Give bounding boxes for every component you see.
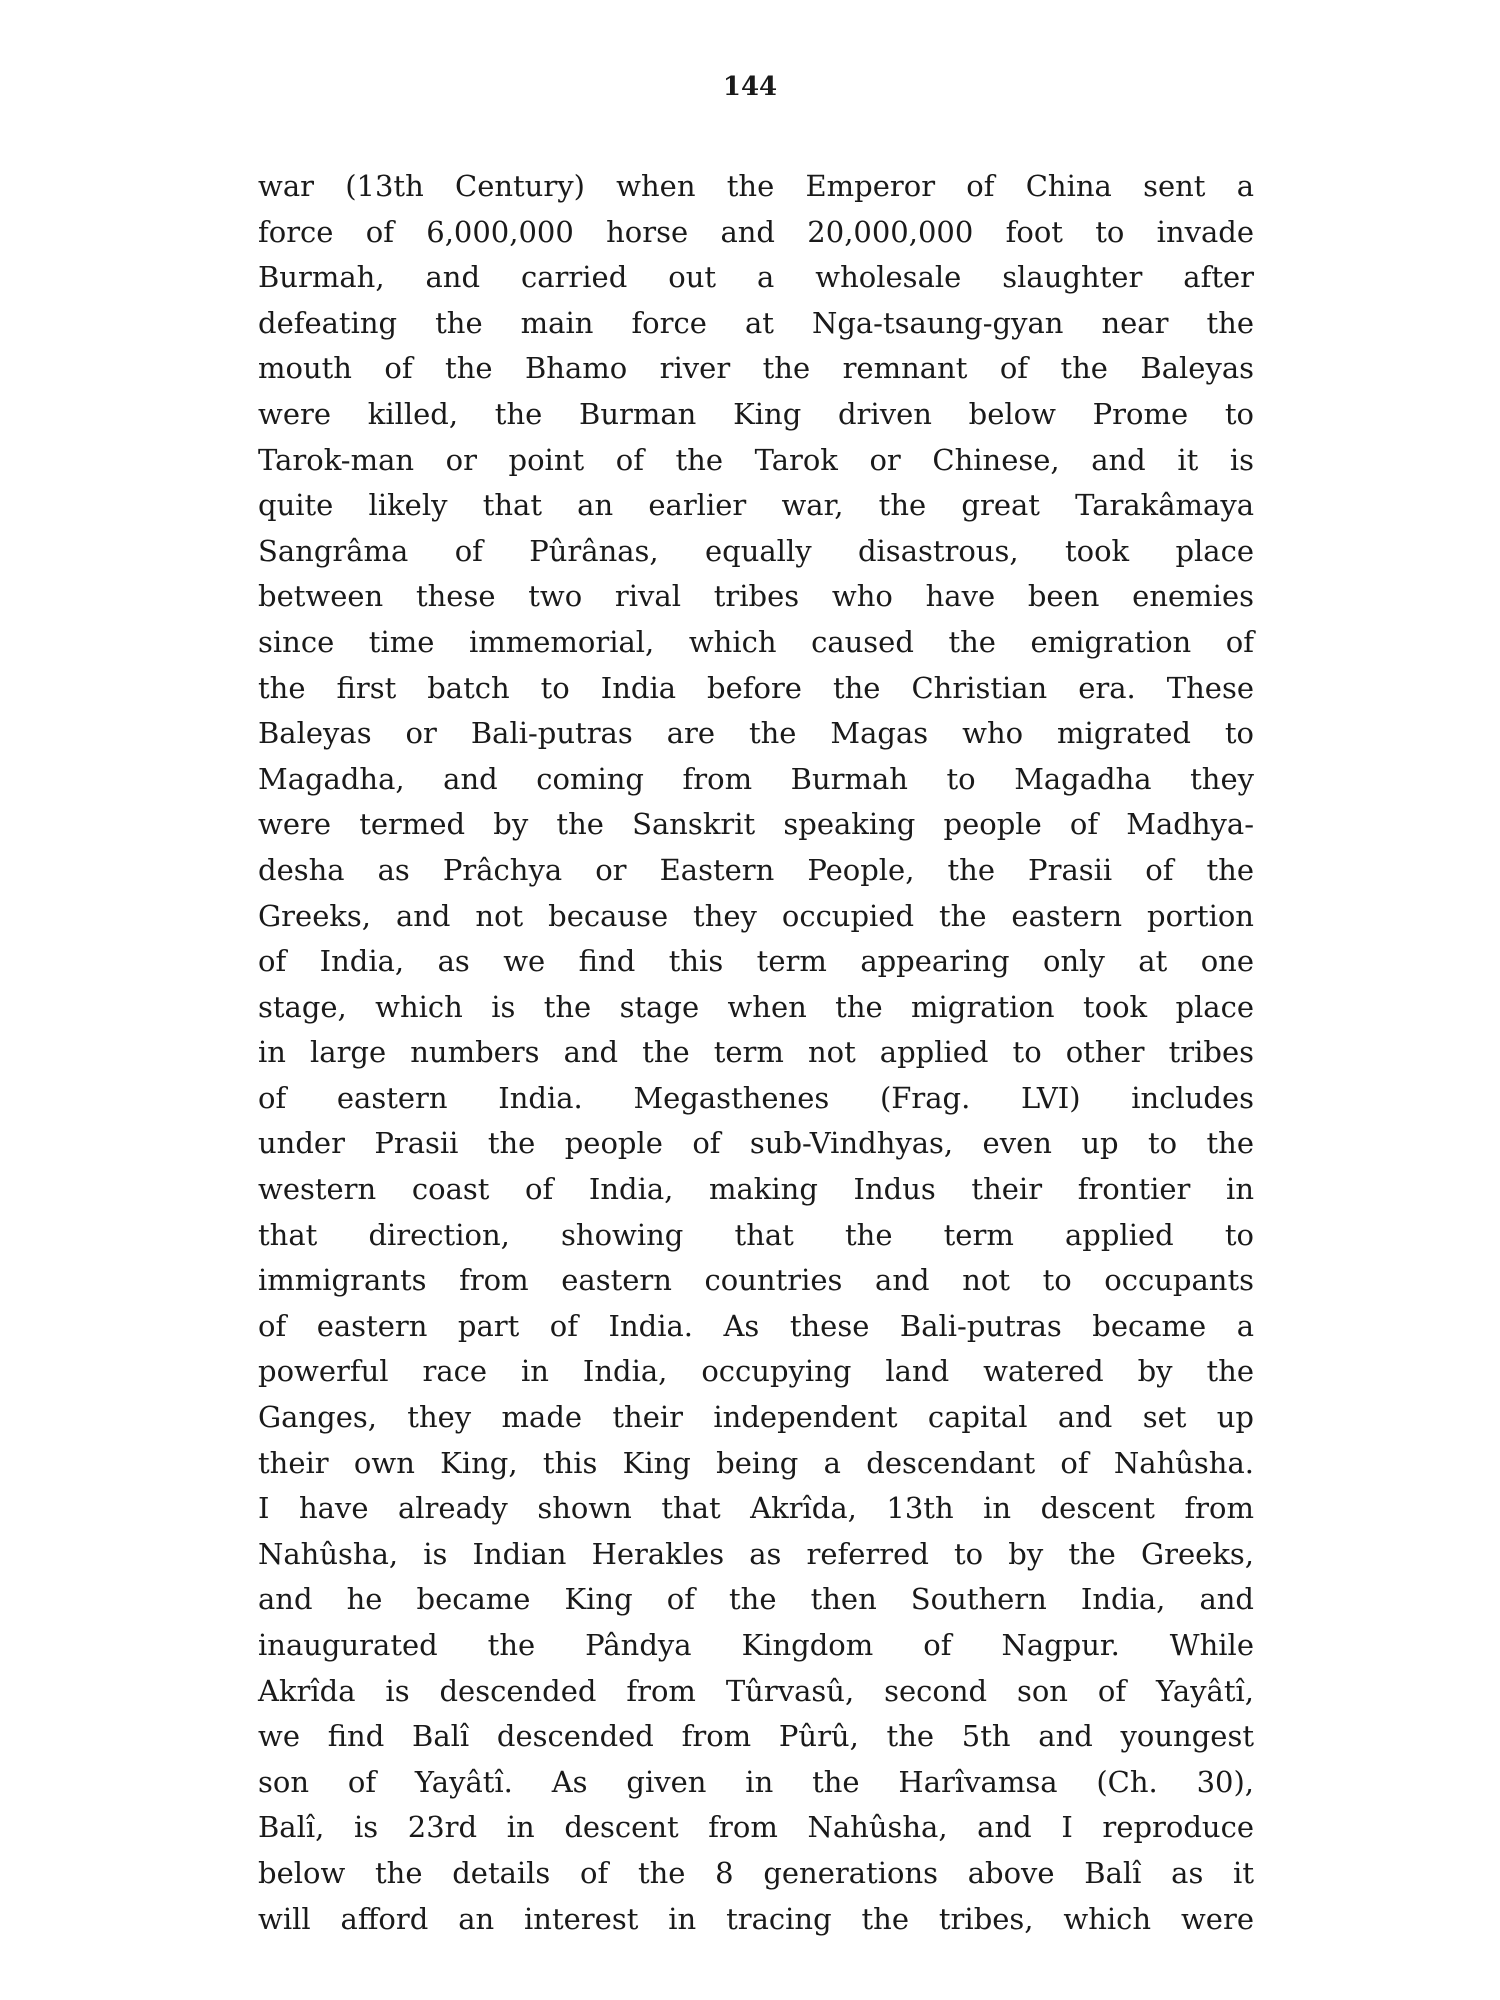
text-line: western coast of India, making Indus their frontier in [258, 1172, 1254, 1207]
text-line: Greeks, and not because they occupied the eastern portion [258, 898, 1254, 933]
text-line: mouth of the Bhamo river the remnant of the Baleyas [258, 351, 1254, 386]
text-line: son of Yayâtî. As given in the Harîvamsa (Ch. 30), [258, 1764, 1254, 1799]
text-line: Magadha, and coming from Burmah to Magadha they [258, 761, 1254, 796]
text-line: their own King, this King being a descendant of Nahûsha. [258, 1445, 1254, 1480]
text-line: of India, as we find this term appearing only at one [258, 944, 1254, 979]
text-line: I have already shown that Akrîda, 13th in descent from [258, 1491, 1254, 1526]
text-line: were termed by the Sanskrit speaking people of Madhya- [258, 807, 1254, 842]
text-line: Ganges, they made their independent capital and set up [258, 1400, 1254, 1435]
text-line: Baleyas or Bali-putras are the Magas who migrated to [258, 716, 1254, 751]
text-line: of eastern India. Megasthenes (Frag. LVI) includes [258, 1080, 1254, 1115]
text-line: Sangrâma of Pûrânas, equally disastrous, took place [258, 533, 1254, 568]
text-line: Tarok-man or point of the Tarok or Chinese, and it is [258, 442, 1254, 477]
text-line: defeating the main force at Nga-tsaung-gyan near the [258, 305, 1254, 340]
text-line: of eastern part of India. As these Bali-putras became a [258, 1308, 1254, 1343]
text-line: were killed, the Burman King driven below Prome to [258, 396, 1254, 431]
text-line: we find Balî descended from Pûrû, the 5th and youngest [258, 1719, 1254, 1754]
text-line: Burmah, and carried out a wholesale slaughter after [258, 260, 1254, 295]
text-line: in large numbers and the term not applied to other tribes [258, 1035, 1254, 1070]
text-line: Akrîda is descended from Tûrvasû, second son of Yayâtî, [258, 1673, 1254, 1708]
text-line: Nahûsha, is Indian Herakles as referred to by the Greeks, [258, 1536, 1254, 1571]
body-text [258, 164, 1254, 1942]
text-line: under Prasii the people of sub-Vindhyas, even up to the [258, 1126, 1254, 1161]
text-line: below the details of the 8 generations above Balî as it [258, 1855, 1254, 1890]
text-line: quite likely that an earlier war, the great Tarakâmaya [258, 488, 1254, 523]
text-line: war (13th Century) when the Emperor of China sent a [258, 169, 1254, 203]
page-number: 144 [722, 72, 778, 102]
text-line: since time immemorial, which caused the emigration of [258, 624, 1254, 659]
text-line: stage, which is the stage when the migration took place [258, 989, 1254, 1024]
text-line: and he became King of the then Southern India, and [258, 1582, 1254, 1617]
text-line: powerful race in India, occupying land watered by the [258, 1354, 1254, 1389]
text-line: inaugurated the Pândya Kingdom of Nagpur. While [258, 1628, 1254, 1662]
text-line: the first batch to India before the Christian era. These [258, 670, 1254, 705]
text-line: will afford an interest in tracing the tribes, which were [258, 1901, 1254, 1936]
text-line: Balî, is 23rd in descent from Nahûsha, and I reproduce [258, 1810, 1254, 1845]
text-line: that direction, showing that the term applied to [258, 1217, 1254, 1252]
text-line: desha as Prâchya or Eastern People, the Prasii of the [258, 852, 1254, 887]
text-line: immigrants from eastern countries and not to occupants [258, 1263, 1254, 1298]
text-line: between these two rival tribes who have been enemies [258, 579, 1254, 614]
text-line: force of 6,000,000 horse and 20,000,000 foot to invade [258, 214, 1254, 249]
